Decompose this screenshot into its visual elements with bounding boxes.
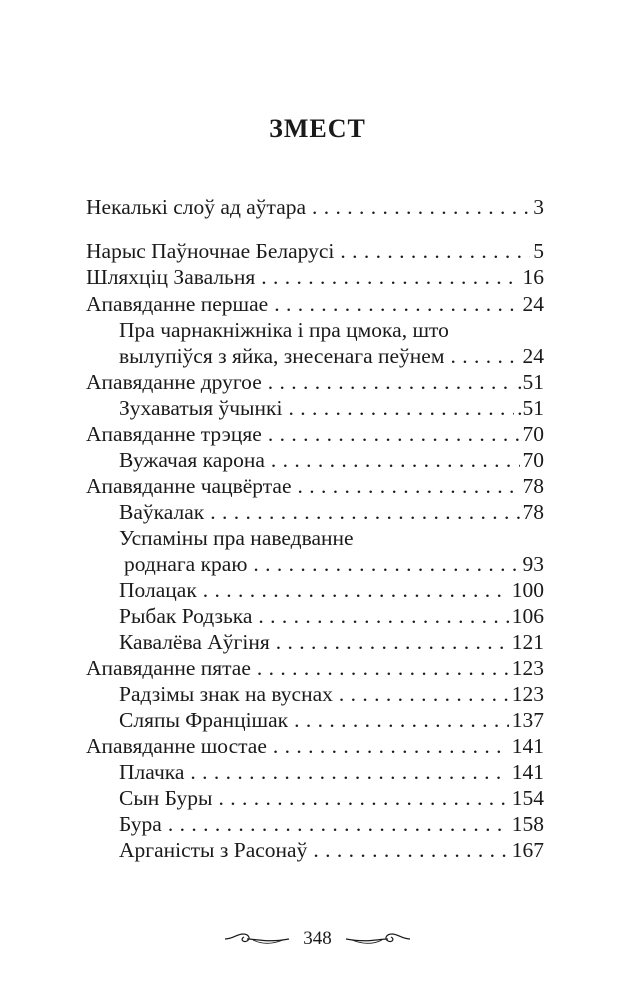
toc-entry-page: 70 bbox=[522, 422, 544, 446]
dot-leader bbox=[273, 733, 509, 760]
toc-entry[interactable] bbox=[119, 603, 544, 630]
toc-entry-line[interactable] bbox=[119, 317, 544, 344]
dot-leader bbox=[261, 264, 519, 291]
page-title: ЗМЕСТ bbox=[269, 114, 366, 143]
toc-entry[interactable] bbox=[86, 369, 544, 396]
toc-entry[interactable] bbox=[86, 473, 544, 500]
toc-entry-label: Апавяданне шостае bbox=[86, 734, 267, 758]
toc-entry-page: 100 bbox=[511, 578, 544, 602]
dot-leader bbox=[298, 473, 520, 500]
dot-leader bbox=[218, 785, 508, 812]
dot-leader bbox=[294, 707, 509, 734]
toc-entry-label: роднага краю bbox=[124, 552, 248, 576]
toc-entry[interactable] bbox=[86, 238, 544, 265]
toc-entry-label: Апавяданне першае bbox=[86, 292, 269, 316]
dot-leader bbox=[210, 499, 519, 526]
toc-entry-label: Ваўкалак bbox=[119, 500, 205, 524]
toc-entry-page: 167 bbox=[511, 838, 544, 862]
toc-entry-label: Нарыс Паўночнае Беларусі bbox=[86, 239, 335, 263]
toc-entry-label: Бура bbox=[119, 812, 162, 836]
toc-entry[interactable] bbox=[119, 681, 544, 708]
dot-leader bbox=[340, 238, 530, 265]
dot-leader bbox=[339, 681, 509, 708]
toc-entry-label: Апавяданне пятае bbox=[86, 656, 251, 680]
toc-entry-label: Шляхціц Завальня bbox=[86, 265, 256, 289]
dot-leader bbox=[313, 837, 508, 864]
toc-entry-label: Сын Буры bbox=[119, 786, 213, 810]
dot-leader bbox=[168, 811, 509, 838]
toc-entry-label: Зухаватыя ўчынкі bbox=[119, 396, 283, 420]
toc-entry-page: 70 bbox=[522, 448, 544, 472]
dot-leader bbox=[203, 577, 509, 604]
toc-entry[interactable] bbox=[119, 759, 544, 786]
toc-entry-label: Полацак bbox=[119, 578, 197, 602]
toc-entry[interactable] bbox=[86, 733, 544, 760]
toc-entry-page: .51 bbox=[517, 396, 544, 420]
toc-entry[interactable] bbox=[119, 447, 544, 474]
toc-entry-label: Сляпы Францішак bbox=[119, 708, 289, 732]
toc-entry[interactable] bbox=[119, 577, 544, 604]
toc-entry-label: Арганісты з Расонаў bbox=[119, 838, 308, 862]
toc-entry-page: 93 bbox=[522, 552, 544, 576]
toc-entry-label: Пра чарнакніжніка і пра цмока, што bbox=[119, 318, 449, 342]
toc-entry[interactable] bbox=[86, 194, 544, 221]
toc-entry-label: вылупіўся з яйка, знесенага пеўнем bbox=[119, 344, 445, 368]
toc-entry-label: Апавяданне трэцяе bbox=[86, 422, 262, 446]
toc-entry-label: Вужачая карона bbox=[119, 448, 265, 472]
toc-entry-label: Успаміны пра наведванне bbox=[119, 526, 354, 550]
toc-entry-line[interactable] bbox=[119, 525, 544, 552]
toc-entry-page: 141 bbox=[511, 760, 544, 784]
toc-entry-page: 16 bbox=[522, 265, 544, 289]
dot-leader bbox=[271, 447, 520, 474]
toc-entry-page: 24 bbox=[522, 292, 544, 316]
dot-leader bbox=[268, 421, 520, 448]
toc-entry-page: 123 bbox=[511, 682, 544, 706]
toc-entry-page: 123 bbox=[511, 656, 544, 680]
dot-leader bbox=[274, 291, 519, 318]
toc-entry[interactable] bbox=[119, 395, 544, 422]
toc-entry-page: 24 bbox=[522, 344, 544, 368]
toc-entry-label: Некалькі слоў ад аўтара bbox=[86, 195, 307, 219]
dot-leader bbox=[257, 655, 509, 682]
toc-entry[interactable] bbox=[86, 291, 544, 318]
toc-entry-page: 154 bbox=[511, 786, 544, 810]
dot-leader bbox=[190, 759, 508, 786]
flourish-right-icon bbox=[344, 931, 412, 947]
dot-leader bbox=[312, 194, 530, 221]
toc-entry[interactable] bbox=[119, 707, 544, 734]
toc-entry-page: 121 bbox=[511, 630, 544, 654]
toc-entry[interactable] bbox=[124, 551, 544, 578]
toc-entry[interactable] bbox=[119, 343, 544, 370]
toc-entry-page: 78 bbox=[522, 500, 544, 524]
toc-entry-label: Апавяданне другое bbox=[86, 370, 262, 394]
toc-entry-label: Радзімы знак на вуснах bbox=[119, 682, 333, 706]
toc-entry-page: .51 bbox=[517, 370, 544, 394]
toc-entry[interactable] bbox=[119, 629, 544, 656]
toc-entry[interactable] bbox=[119, 499, 544, 526]
toc-entry-label: Апавяданне чацвёртае bbox=[86, 474, 292, 498]
toc-entry[interactable] bbox=[86, 655, 544, 682]
dot-leader bbox=[450, 343, 519, 370]
page-footer bbox=[0, 924, 635, 954]
toc-entry-label: Рыбак Родзька bbox=[119, 604, 253, 628]
toc-entry-page: 5 bbox=[533, 239, 544, 263]
toc-entry[interactable] bbox=[119, 785, 544, 812]
toc-entry-page: 158 bbox=[511, 812, 544, 836]
toc-entry-page: 141 bbox=[511, 734, 544, 758]
dot-leader bbox=[288, 395, 514, 422]
dot-leader bbox=[258, 603, 508, 630]
page-number: 348 bbox=[303, 928, 332, 949]
toc-entry-page: 137 bbox=[511, 708, 544, 732]
dot-leader bbox=[268, 369, 514, 396]
toc-entry[interactable] bbox=[86, 264, 544, 291]
toc-entry-label: Кавалёва Аўгіня bbox=[119, 630, 270, 654]
toc-entry[interactable] bbox=[119, 837, 544, 864]
toc-entry[interactable] bbox=[119, 811, 544, 838]
flourish-left-icon bbox=[223, 931, 291, 947]
toc-entry-page: 3 bbox=[533, 195, 544, 219]
toc-entry-page: 106 bbox=[511, 604, 544, 628]
dot-leader bbox=[253, 551, 519, 578]
dot-leader bbox=[276, 629, 509, 656]
toc-entry-page: 78 bbox=[522, 474, 544, 498]
toc-entry-label: Плачка bbox=[119, 760, 185, 784]
toc-entry[interactable] bbox=[86, 421, 544, 448]
